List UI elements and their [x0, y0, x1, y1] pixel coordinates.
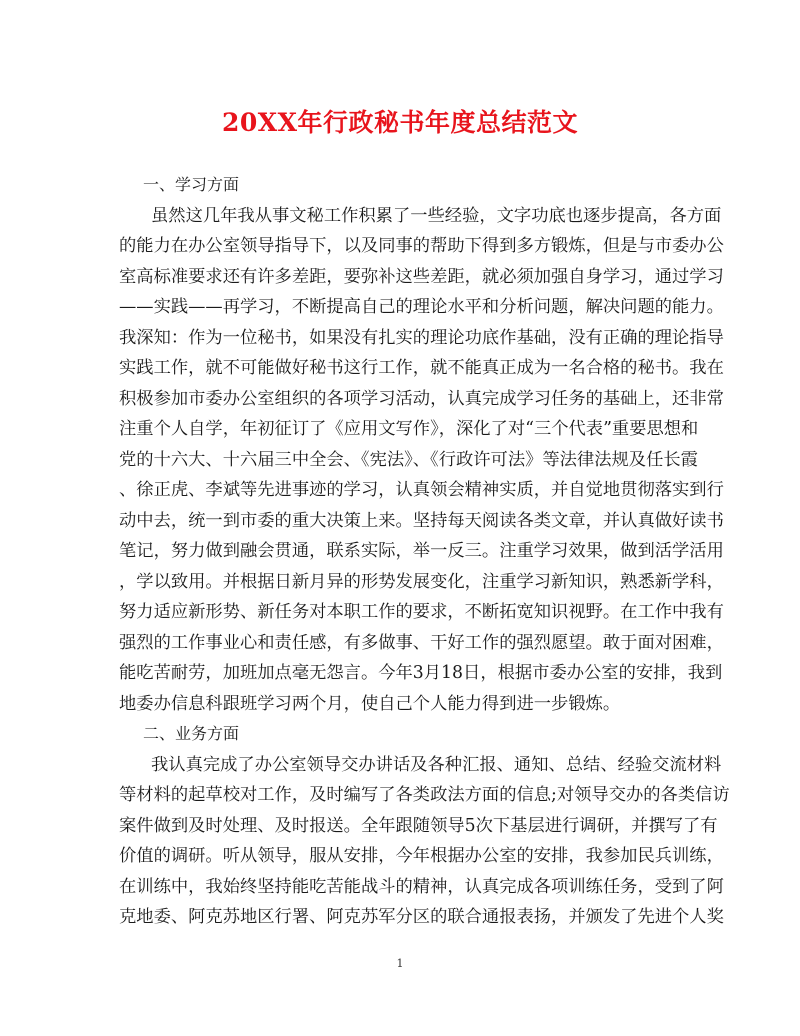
text-line: 我认真完成了办公室领导交办讲话及各种汇报、通知、总结、经验交流材料 — [151, 754, 722, 775]
document-body — [119, 170, 730, 933]
text-line: 价值的调研。听从领导，服从安排，今年根据办公室的安排，我参加民兵训练， — [119, 846, 724, 866]
paragraph — [119, 201, 724, 720]
text-line: 等材料的起草校对工作，及时编写了各类政法方面的信息;对领导交办的各类信访 — [119, 785, 730, 805]
text-line: 虽然这几年我从事文秘工作积累了一些经验，文字功底也逐步提高，各方面 — [151, 205, 722, 226]
text-line: 的能力在办公室领导指导下，以及同事的帮助下得到多方锻炼，但是与市委办公 — [119, 236, 724, 256]
text-line: 强烈的工作事业心和责任感，有多做事、干好工作的强烈愿望。敢于面对困难， — [119, 632, 724, 653]
text-line: 笔记，努力做到融会贯通，联系实际，举一反三。注重学习效果，做到活学活用 — [119, 541, 724, 561]
document-title: 20XX年行政秘书年度总结范文 — [221, 108, 579, 137]
section-business — [119, 719, 730, 933]
text-line: 实践工作，就不可能做好秘书这行工作，就不能真正成为一名合格的秘书。我在 — [119, 358, 724, 378]
text-line: 努力适应新形势、新任务对本职工作的要求，不断拓宽知识视野。在工作中我有 — [119, 602, 724, 622]
text-line: 注重个人自学，年初征订了《应用文写作》，深化了对“三个代表”重要思想和 — [119, 419, 699, 439]
paragraph — [119, 750, 730, 933]
text-line: 积极参加市委办公室组织的各项学习活动，认真完成学习任务的基础上，还非常 — [119, 388, 724, 409]
text-line: 案件做到及时处理、及时报送。全年跟随领导5次下基层进行调研，并撰写了有 — [119, 815, 718, 836]
section-heading: 二、业务方面 — [143, 724, 240, 743]
section-heading: 一、学习方面 — [143, 175, 240, 194]
text-line: 、徐正虎、李斌等先进事迹的学习，认真领会精神实质，并自觉地贯彻落实到行 — [119, 480, 724, 500]
text-line: 党的十六大、十六届三中全会、《宪法》、《行政许可法》等法律法规及任长霞 — [119, 449, 698, 470]
text-line: ，学以致用。并根据日新月异的形势发展变化，注重学习新知识，熟悉新学科， — [119, 571, 724, 592]
section-learning — [119, 170, 724, 719]
text-line: 我深知：作为一位秘书，如果没有扎实的理论功底作基础，没有正确的理论指导 — [119, 327, 724, 348]
page-number: 1 — [396, 957, 404, 970]
text-line: 动中去，统一到市委的重大决策上来。坚持每天阅读各类文章，并认真做好读书 — [119, 510, 724, 531]
text-line: 室高标准要求还有许多差距，要弥补这些差距，就必须加强自身学习，通过学习 — [119, 266, 724, 287]
text-line: 能吃苦耐劳，加班加点毫无怨言。今年3月18日，根据市委办公室的安排，我到 — [119, 663, 723, 683]
text-line: 在训练中，我始终坚持能吃苦能战斗的精神，认真完成各项训练任务，受到了阿 — [119, 876, 724, 897]
text-line: 地委办信息科跟班学习两个月，使自己个人能力得到进一步锻炼。 — [119, 693, 621, 714]
text-line: ——实践——再学习，不断提高自己的理论水平和分析问题，解决问题的能力。 — [119, 297, 724, 317]
text-line: 克地委、阿克苏地区行署、阿克苏军分区的联合通报表扬，并颁发了先进个人奖 — [119, 907, 724, 927]
